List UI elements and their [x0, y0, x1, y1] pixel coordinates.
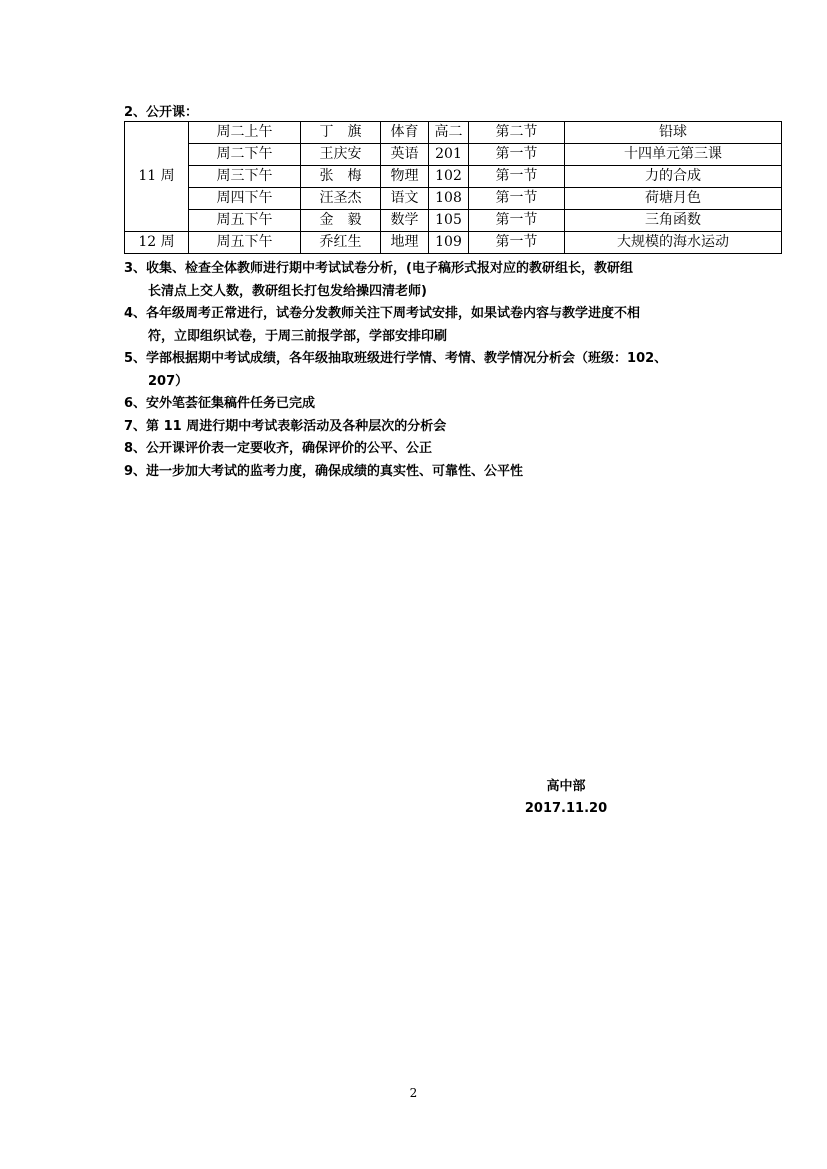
class-cell: 108	[429, 188, 469, 210]
subject-cell: 语文	[381, 188, 429, 210]
notice-item-continuation: 207）	[148, 373, 189, 389]
signature-department: 高中部	[546, 779, 586, 794]
table-row	[125, 188, 782, 210]
notice-items	[124, 258, 724, 483]
section-heading: 2、公开课：	[124, 105, 199, 120]
week-cell: 11 周	[125, 122, 189, 232]
topic-cell: 力的合成	[565, 166, 782, 188]
signature-block	[521, 776, 611, 820]
teacher-cell: 王庆安	[301, 144, 381, 166]
topic-cell: 十四单元第三课	[565, 144, 782, 166]
period-cell: 第二节	[469, 122, 565, 144]
time-cell: 周三下午	[189, 166, 301, 188]
class-cell: 102	[429, 166, 469, 188]
topic-cell: 大规模的海水运动	[565, 232, 782, 254]
teacher-cell: 乔红生	[301, 232, 381, 254]
notice-item: 7、第 11 周进行期中考试表彰活动及各种层次的分析会	[124, 418, 447, 434]
subject-cell: 英语	[381, 144, 429, 166]
week-cell: 12 周	[125, 232, 189, 254]
class-cell: 109	[429, 232, 469, 254]
period-cell: 第一节	[469, 144, 565, 166]
class-cell: 105	[429, 210, 469, 232]
subject-cell: 物理	[381, 166, 429, 188]
subject-cell: 数学	[381, 210, 429, 232]
schedule-table-body	[125, 122, 782, 254]
teacher-cell: 张 梅	[301, 166, 381, 188]
notice-item-continuation: 符，立即组织试卷，于周三前报学部，学部安排印刷	[148, 328, 448, 344]
teacher-cell: 金 毅	[301, 210, 381, 232]
period-cell: 第一节	[469, 188, 565, 210]
topic-cell: 荷塘月色	[565, 188, 782, 210]
subject-cell: 地理	[381, 232, 429, 254]
table-row	[125, 210, 782, 232]
notice-item: 5、学部根据期中考试成绩，各年级抽取班级进行学情、考情、教学情况分析会（班级：102、	[124, 351, 668, 366]
time-cell: 周二下午	[189, 144, 301, 166]
signature-date: 2017.11.20	[524, 801, 608, 816]
notice-item: 6、安外笔荟征集稿件任务已完成	[124, 396, 316, 411]
period-cell: 第一节	[469, 166, 565, 188]
period-cell: 第一节	[469, 232, 565, 254]
page-number: 2	[409, 1086, 418, 1100]
topic-cell: 三角函数	[565, 210, 782, 232]
time-cell: 周五下午	[189, 210, 301, 232]
notice-item: 4、各年级周考正常进行，试卷分发教师关注下周考试安排，如果试卷内容与教学进度不相	[124, 306, 641, 321]
table-row	[125, 232, 782, 254]
class-cell: 201	[429, 144, 469, 166]
topic-cell: 铅球	[565, 122, 782, 144]
time-cell: 周二上午	[189, 122, 301, 144]
teacher-cell: 汪圣杰	[301, 188, 381, 210]
time-cell: 周五下午	[189, 232, 301, 254]
period-cell: 第一节	[469, 210, 565, 232]
table-row	[125, 166, 782, 188]
table-row	[125, 122, 782, 144]
teacher-cell: 丁 旗	[301, 122, 381, 144]
open-class-schedule-table	[124, 121, 782, 254]
notice-item-continuation: 长清点上交人数，教研组长打包发给操四清老师)	[148, 283, 427, 299]
notice-item: 9、进一步加大考试的监考力度，确保成绩的真实性、可靠性、公平性	[124, 463, 524, 479]
notice-item: 3、收集、检查全体教师进行期中考试试卷分析，(电子稿形式报对应的教研组长，教研组	[124, 261, 633, 276]
subject-cell: 体育	[381, 122, 429, 144]
time-cell: 周四下午	[189, 188, 301, 210]
table-row	[125, 144, 782, 166]
class-cell: 高二	[429, 122, 469, 144]
notice-item: 8、公开课评价表一定要收齐，确保评价的公平、公正	[124, 441, 433, 456]
